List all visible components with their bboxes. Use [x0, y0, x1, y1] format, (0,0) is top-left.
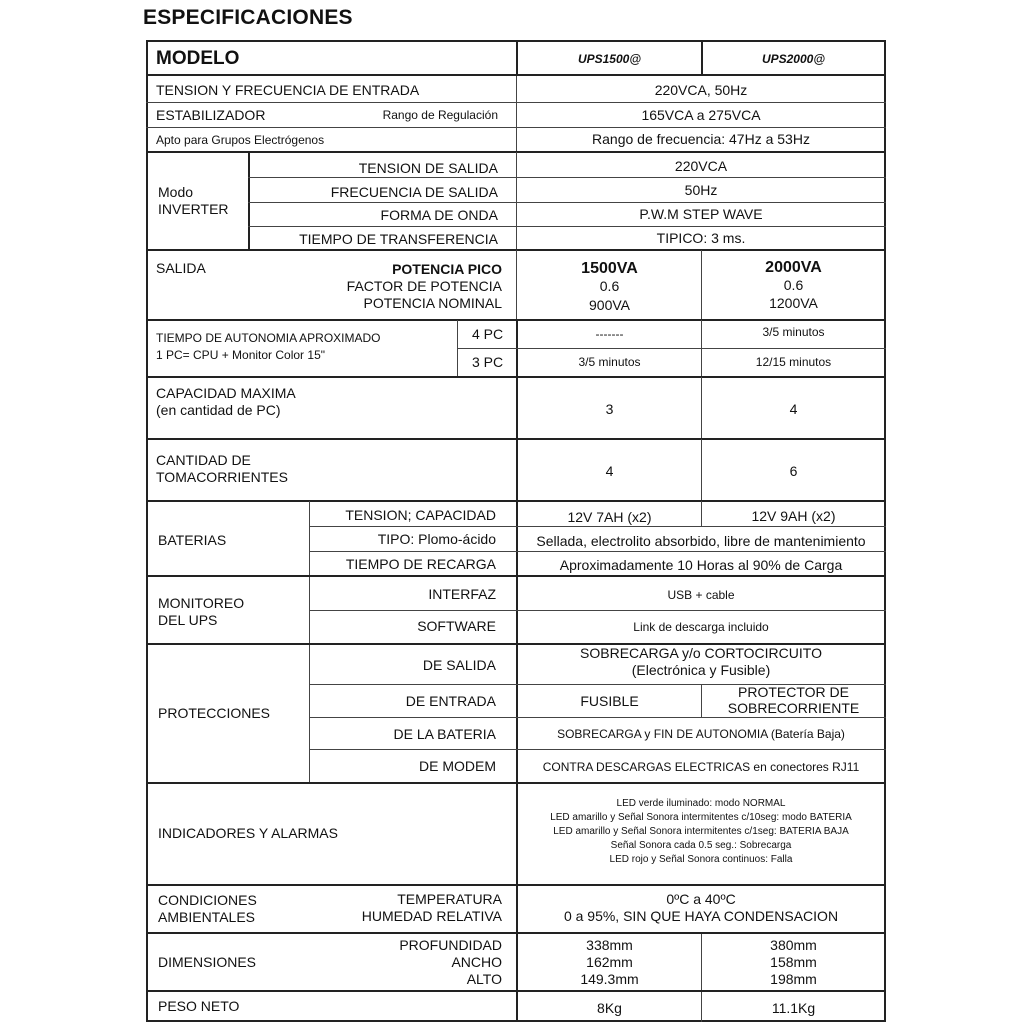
peso-label: PESO NETO [158, 998, 240, 1014]
protecciones-salida-label: DE SALIDA [422, 657, 496, 673]
peso-m1: 8Kg [597, 1000, 622, 1016]
baterias-tension-label: TENSION; CAPACIDAD [345, 507, 496, 523]
protecciones-entrada-m1: FUSIBLE [580, 693, 639, 709]
salida-factor-label: FACTOR DE POTENCIA [346, 278, 502, 294]
protecciones-entrada-m2: PROTECTOR DE SOBRECORRIENTE [727, 684, 860, 716]
monitoreo-interfaz-label: INTERFAZ [428, 586, 496, 602]
protecciones-modem-label: DE MODEM [419, 758, 496, 774]
tomas-m1: 4 [605, 463, 614, 479]
protecciones-label: PROTECCIONES [158, 705, 271, 721]
inverter-row-value: P.W.M STEP WAVE [639, 206, 763, 222]
estabilizador-sub: Rango de Regulación [382, 108, 498, 122]
estabilizador-label: ESTABILIZADOR [156, 107, 266, 123]
capacidad-label: CAPACIDAD MAXIMA (en cantidad de PC) [156, 385, 296, 418]
dimensiones-m2: 380mm 158mm 198mm [770, 937, 817, 987]
indicadores-line: LED rojo y Señal Sonora continuos: Falla [609, 854, 793, 865]
baterias-tension-m2: 12V 9AH (x2) [751, 508, 836, 524]
estabilizador-value: 165VCA a 275VCA [641, 107, 761, 123]
autonomia-m2: 3/5 minutos [762, 325, 825, 339]
ambiente-sub-labels: TEMPERATURA HUMEDAD RELATIVA [361, 891, 502, 924]
autonomia-m2: 12/15 minutos [755, 355, 832, 369]
inverter-row-label: TIEMPO DE TRANSFERENCIA [299, 231, 498, 247]
header-modelo: MODELO [156, 48, 240, 69]
inverter-row-value: 50Hz [684, 182, 718, 198]
ambiente-values: 0ºC a 40ºC 0 a 95%, SIN QUE HAYA CONDENSACION [563, 891, 839, 924]
indicadores-lines [518, 797, 884, 867]
autonomia-label: TIEMPO DE AUTONOMIA APROXIMADO [156, 331, 381, 345]
protecciones-bateria-value: SOBRECARGA y FIN DE AUTONOMIA (Batería Baja) [557, 727, 845, 741]
inverter-row-value: TIPICO: 3 ms. [656, 230, 746, 246]
inverter-row-value: 220VCA [674, 158, 728, 174]
inverter-row-label: FORMA DE ONDA [380, 207, 498, 223]
header-model-2: UPS2000@ [761, 52, 826, 66]
peso-m2: 11.1Kg [771, 1000, 816, 1016]
page-title: ESPECIFICACIONES [143, 6, 353, 29]
spec-table [146, 40, 886, 1022]
autonomia-m1: 3/5 minutos [578, 355, 641, 369]
salida-label: SALIDA [156, 260, 206, 276]
dimensiones-label: DIMENSIONES [158, 954, 257, 970]
monitoreo-software-value: Link de descarga incluido [633, 620, 769, 634]
ambiente-label: CONDICIONES AMBIENTALES [158, 892, 257, 925]
tomas-m2: 6 [789, 463, 798, 479]
indicadores-label: INDICADORES Y ALARMAS [158, 825, 338, 841]
salida-m1-factor: 0.6 [599, 278, 620, 294]
baterias-recarga-label: TIEMPO DE RECARGA [345, 556, 496, 572]
tomas-label: CANTIDAD DE TOMACORRIENTES [156, 452, 288, 485]
monitoreo-software-label: SOFTWARE [417, 618, 496, 634]
dimensiones-sub-labels: PROFUNDIDAD ANCHO ALTO [399, 937, 502, 987]
header-model-1: UPS1500@ [577, 52, 642, 66]
capacidad-m2: 4 [789, 401, 798, 417]
indicadores-line: LED amarillo y Señal Sonora intermitentes c/1seg: BATERIA BAJA [553, 826, 849, 837]
salida-nominal-label: POTENCIA NOMINAL [363, 295, 502, 311]
monitoreo-label: MONITOREO DEL UPS [158, 595, 245, 628]
grupos-label: Apto para Grupos Electrógenos [156, 133, 325, 147]
inverter-row-label: TENSION DE SALIDA [358, 160, 498, 176]
salida-m2-factor: 0.6 [783, 277, 804, 293]
indicadores-line: Señal Sonora cada 0.5 seg.: Sobrecarga [610, 840, 792, 851]
grupos-value: Rango de frecuencia: 47Hz a 53Hz [592, 131, 810, 147]
monitoreo-interfaz-value: USB + cable [667, 588, 735, 602]
salida-m1-pico: 1500VA [581, 260, 638, 277]
baterias-tipo-label: TIPO: Plomo-ácido [377, 531, 496, 547]
salida-m2-pico: 2000VA [765, 259, 822, 276]
autonomia-m1: ------- [595, 327, 624, 341]
indicadores-line: LED verde iluminado: modo NORMAL [616, 798, 786, 809]
baterias-tipo-value: Sellada, electrolito absorbido, libre de mantenimiento [536, 533, 866, 549]
autonomia-pc: 3 PC [471, 354, 504, 370]
dimensiones-m1: 338mm 162mm 149.3mm [580, 937, 639, 987]
salida-m2-nominal: 1200VA [769, 295, 818, 311]
autonomia-note: 1 PC= CPU + Monitor Color 15" [156, 348, 325, 362]
baterias-recarga-value: Aproximadamente 10 Horas al 90% de Carga [559, 557, 843, 573]
entrada-label: TENSION Y FRECUENCIA DE ENTRADA [156, 82, 420, 98]
protecciones-modem-value: CONTRA DESCARGAS ELECTRICAS en conectores RJ11 [542, 760, 860, 774]
indicadores-line: LED amarillo y Señal Sonora intermitentes c/10seg: modo BATERIA [550, 812, 852, 823]
salida-potencia-pico-label: POTENCIA PICO [392, 261, 502, 277]
protecciones-entrada-label: DE ENTRADA [405, 693, 496, 709]
salida-m1-nominal: 900VA [589, 297, 630, 313]
baterias-label: BATERIAS [158, 532, 227, 548]
entrada-value: 220VCA, 50Hz [654, 82, 748, 98]
inverter-row-label: FRECUENCIA DE SALIDA [330, 184, 498, 200]
baterias-tension-m1: 12V 7AH (x2) [567, 509, 652, 525]
protecciones-salida-value: SOBRECARGA y/o CORTOCIRCUITO (Electrónica y Fusible) [580, 645, 822, 678]
capacidad-m1: 3 [605, 401, 614, 417]
autonomia-pc: 4 PC [471, 326, 504, 342]
protecciones-bateria-label: DE LA BATERIA [393, 726, 496, 742]
inverter-label: Modo INVERTER [158, 184, 229, 217]
